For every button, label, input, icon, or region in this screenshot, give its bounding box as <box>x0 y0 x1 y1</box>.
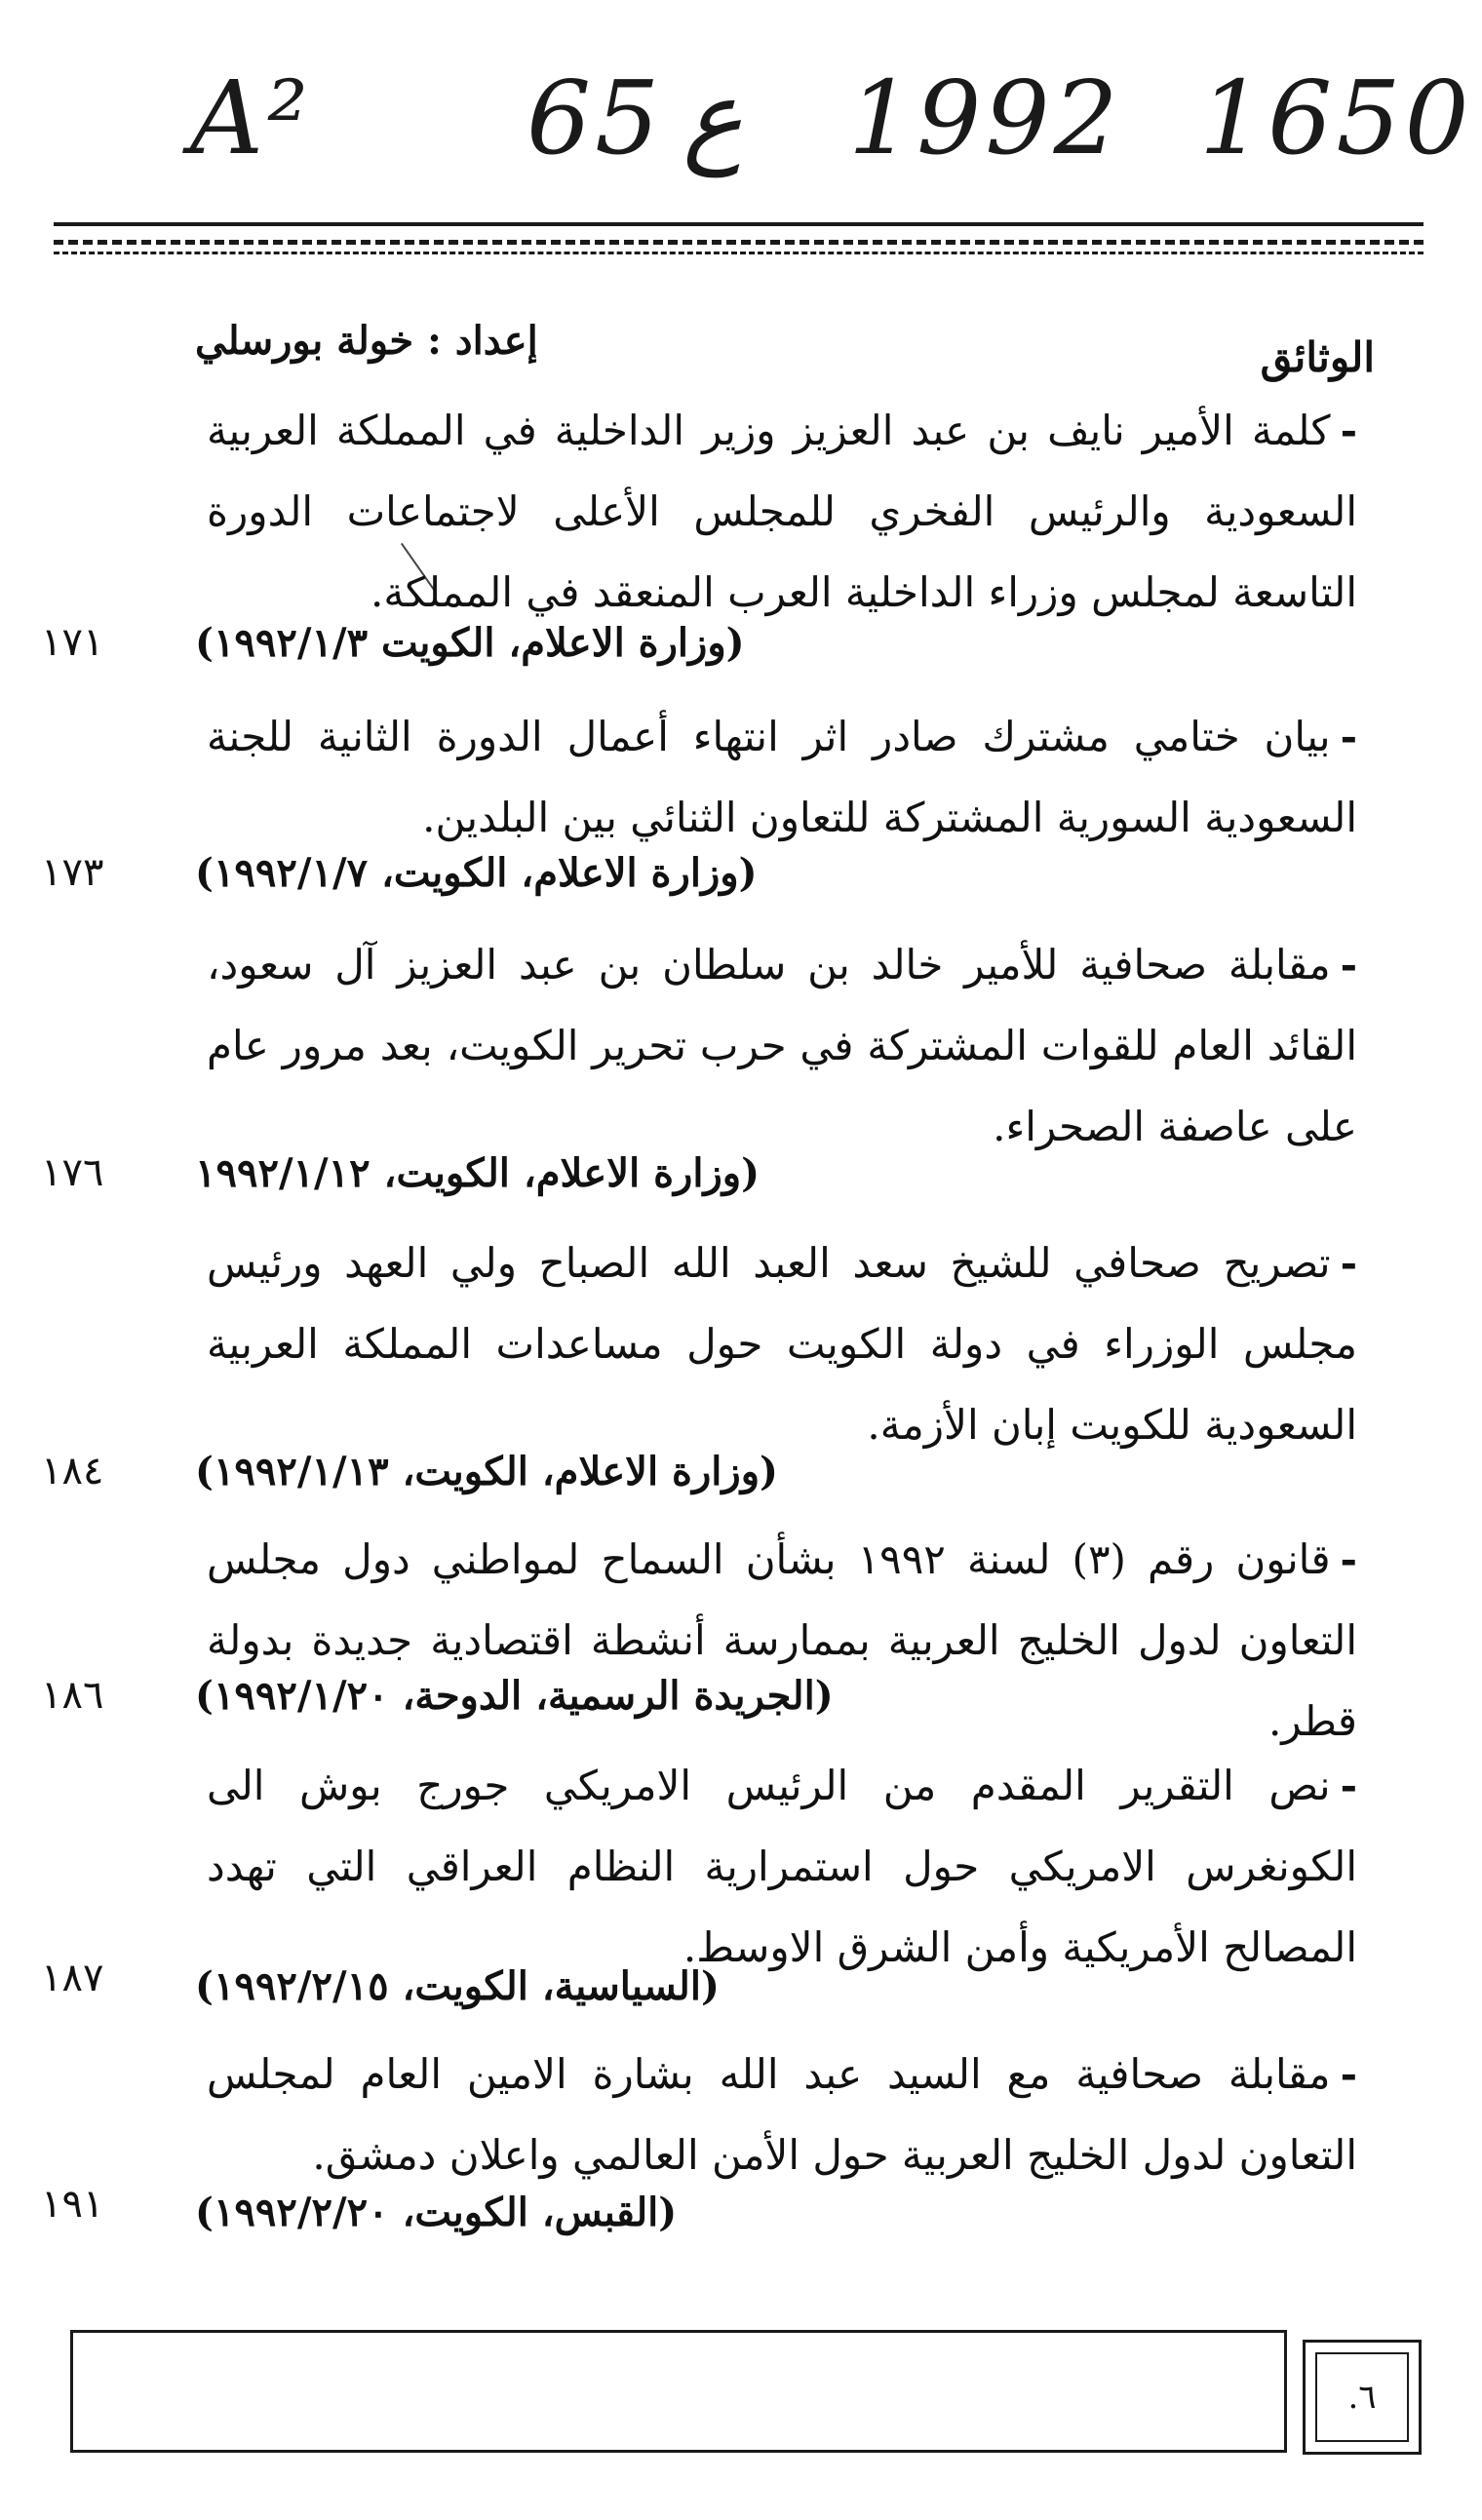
header-rule-solid <box>54 222 1424 226</box>
document-page-number: ١٨٧ <box>41 1956 104 2000</box>
document-entry-text: -بيان ختامي مشترك صادر اثر انتهاء أعمال الدورة الثانية للجنة السعودية السورية المشتركة للتعاون الثنائي بين البلدين. <box>207 713 1357 841</box>
header-rule-dashed <box>54 240 1424 245</box>
handwritten-letter: ع <box>682 58 744 177</box>
page-number-box <box>1303 2340 1422 2455</box>
document-page-number: ١٨٦ <box>41 1673 104 1718</box>
handwritten-year: 1992 <box>848 58 1122 177</box>
document-page-number: ١٩١ <box>41 2182 104 2227</box>
document-page-number: ١٧٣ <box>41 850 104 895</box>
footer-box <box>70 2330 1287 2453</box>
document-entry-text: -كلمة الأمير نايف بن عبد العزيز وزير الداخلية في المملكة العربية السعودية والرئيس الفخري للمجلس الأعلى لاجتماعات الدورة التاسعة لمجلس وزراء الداخلية العرب المنعقد في المملكة. <box>207 407 1357 616</box>
document-source: (وزارة الاعلام، الكويت، ١٩٩٢/١/١٣) <box>195 1449 778 1494</box>
document-source: (وزارة الاعلام، الكويت، ١٩٩٢/١/٧) <box>195 850 758 896</box>
document-source: (القبس، الكويت، ١٩٩٢/٢/٢٠) <box>195 2190 678 2235</box>
header-rule-dotted <box>54 252 1424 254</box>
document-page-number: ١٧٦ <box>41 1150 104 1195</box>
document-entry-text: -تصريح صحافي للشيخ سعد العبد الله الصباح ولي العهد ورئيس مجلس الوزراء في دولة الكويت حول مساعدات المملكة العربية السعودية للكويت إبان الأزمة. <box>207 1239 1357 1449</box>
document-entry-text: -قانون رقم (٣) لسنة ١٩٩٢ بشأن السماح لمواطني دول مجلس التعاون لدول الخليج العربية بممارسة أنشطة اقتصادية جديدة بدولة قطر. <box>207 1535 1357 1745</box>
document-source: (الجريدة الرسمية، الدوحة، ١٩٩٢/١/٢٠) <box>195 1673 834 1719</box>
document-entry-text: -نص التقرير المقدم من الرئيس الامريكي جورج بوش الى الكونغرس الامريكي حول استمرارية النظام العراقي التي تهدد المصالح الأمريكية وأمن الشرق الاوسط. <box>207 1762 1357 1971</box>
section-title: الوثائق <box>1260 333 1375 381</box>
handwritten-volume: 65 <box>526 58 664 177</box>
document-entry-text: -مقابلة صحافية مع السيد عبد الله بشارة الامين العام لمجلس التعاون لدول الخليج العربية حول الأمن العالمي واعلان دمشق. <box>207 2050 1357 2179</box>
document-source: (السياسية، الكويت، ١٩٩٢/٢/١٥) <box>195 1963 720 2009</box>
document-source: (وزارة الاعلام، الكويت ١٩٩٢/١/٣) <box>195 620 745 666</box>
page-number: ٦. <box>1315 2352 1409 2442</box>
document-source: (وزارة الاعلام، الكويت، ١٩٩٢/١/١٢ <box>195 1150 760 1196</box>
document-page-number: ١٨٤ <box>41 1449 104 1493</box>
handwritten-code: A² <box>190 58 312 177</box>
document-page-number: ١٧١ <box>41 620 104 665</box>
document-entry-text: -مقابلة صحافية للأمير خالد بن سلطان بن عبد العزيز آل سعود، القائد العام للقوات المشتركة في حرب تحرير الكويت، بعد مرور عام على عاصفة الصحراء. <box>207 941 1357 1150</box>
handwritten-number: 1650 <box>1199 58 1473 177</box>
editor-credit: إعداد : خولة بورسلي <box>195 318 538 364</box>
